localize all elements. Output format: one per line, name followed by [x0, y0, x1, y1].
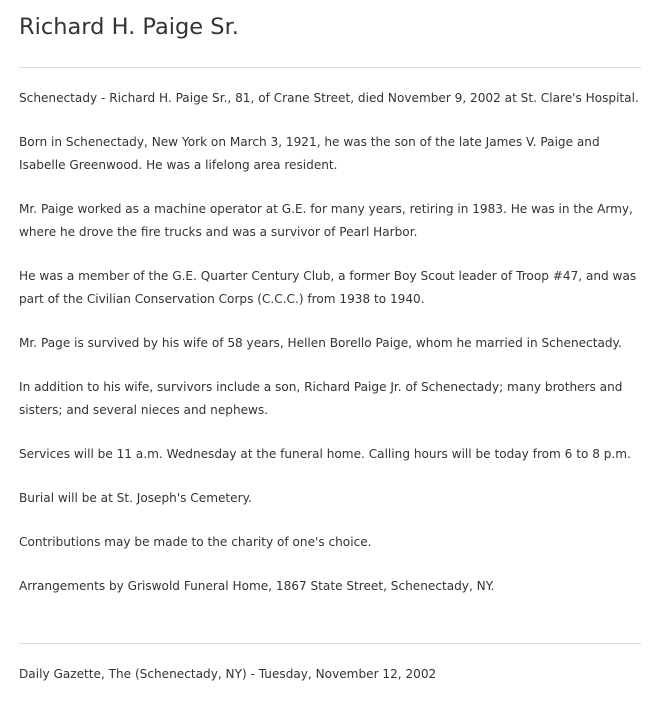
paragraph-4: He was a member of the G.E. Quarter Century Club, a former Boy Scout leader of Troop #47, and was part of the Civilian Conservation Corps (C.C.C.) from 1938 to 1940.: [19, 269, 637, 306]
paragraph-8: Burial will be at St. Joseph's Cemetery.: [19, 491, 252, 505]
paragraph-1: Schenectady - Richard H. Paige Sr., 81, of Crane Street, died November 9, 2002 at St. Clare's Hospital.: [19, 91, 639, 105]
paragraph-2: Born in Schenectady, New York on March 3, 1921, he was the son of the late James V. Paige and Isabelle Greenwood. He was a lifelong area resident.: [19, 135, 600, 172]
paragraph-7: Services will be 11 a.m. Wednesday at the funeral home. Calling hours will be today from 6 to 8 p.m.: [19, 447, 631, 461]
top-divider: [19, 67, 641, 68]
paragraph-5: Mr. Page is survived by his wife of 58 years, Hellen Borello Paige, whom he married in Schenectady.: [19, 336, 622, 350]
page-title: Richard H. Paige Sr.: [19, 14, 239, 40]
source-citation: Daily Gazette, The (Schenectady, NY) - Tuesday, November 12, 2002: [19, 667, 437, 681]
obituary-body: [19, 87, 641, 619]
paragraph-6: In addition to his wife, survivors include a son, Richard Paige Jr. of Schenectady; many brothers and sisters; and several nieces and nephews.: [19, 380, 623, 417]
paragraph-10: Arrangements by Griswold Funeral Home, 1867 State Street, Schenectady, NY.: [19, 579, 495, 593]
bottom-divider: [19, 643, 641, 644]
paragraph-3: Mr. Paige worked as a machine operator at G.E. for many years, retiring in 1983. He was in the Army, where he drove the fire trucks and was a survivor of Pearl Harbor.: [19, 202, 633, 239]
paragraph-9: Contributions may be made to the charity of one's choice.: [19, 535, 372, 549]
